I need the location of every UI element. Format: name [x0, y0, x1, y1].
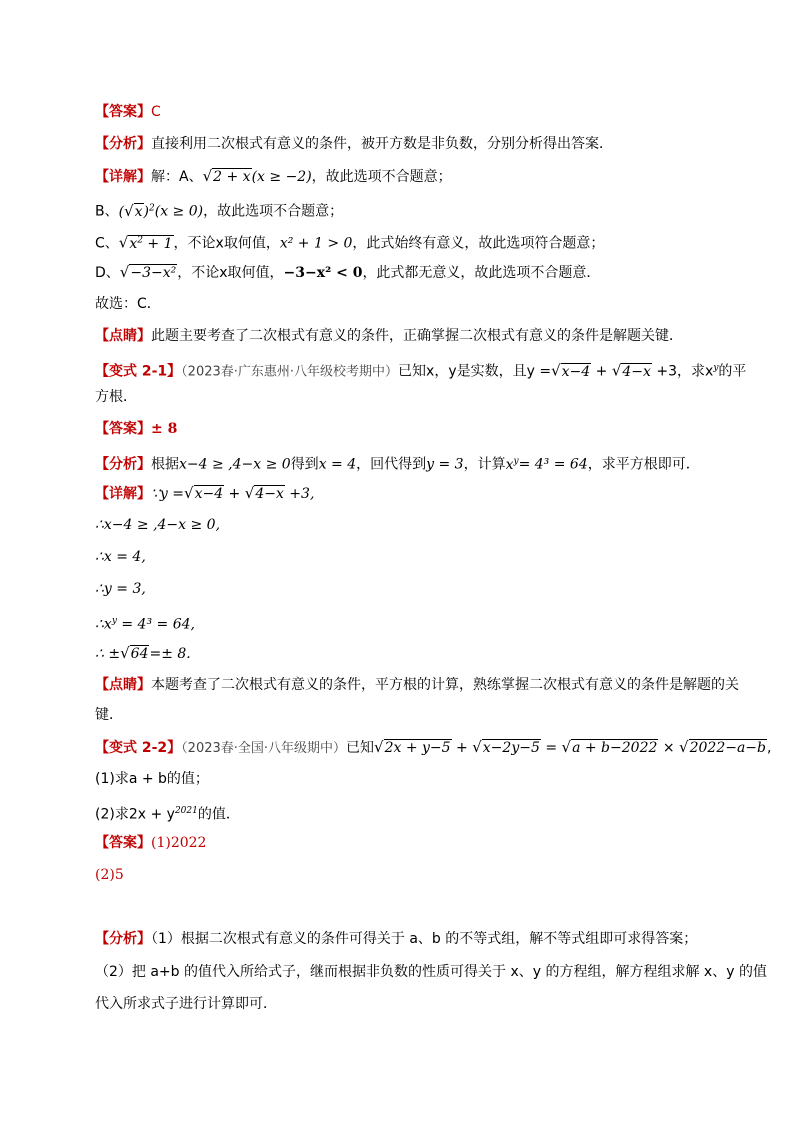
analysis-tag: 【分析】: [95, 136, 151, 152]
radicand-2: x−2y−5: [482, 740, 540, 756]
radicand-2: 4−x: [622, 363, 651, 380]
radicand-1: x−4: [561, 363, 591, 380]
v21-detail-3: ∴x = 4,: [95, 549, 146, 565]
answer-tag: 【答案】: [95, 835, 151, 851]
expr-c: x² + 1 > 0: [279, 235, 353, 252]
v22-question-2: [95, 802, 240, 824]
variant-2-1-stem-cont: [95, 388, 137, 406]
analysis-part: 根据: [151, 456, 179, 473]
radicand-64: 64: [130, 646, 149, 662]
radicand-4: 2022−a−b: [689, 740, 766, 756]
v22-analysis-2: （2）把 a+b 的值代入所给式子，继而根据非负数的性质可得关于 x、y 的方程组，解方程组求解 x、y 的值: [95, 964, 767, 980]
comment-line: [95, 327, 683, 345]
answer-tag: 【答案】: [95, 104, 151, 120]
detail-intro: 解：A、: [151, 169, 203, 185]
radicand-1: 2x + y−5: [384, 740, 451, 756]
question-2-exp: 2021: [174, 806, 198, 816]
analysis-calc: = 4³ = 64: [518, 456, 588, 473]
comment-continuation: 键．: [95, 707, 123, 723]
exp-y: y: [713, 363, 719, 373]
analysis-y: y = 3: [426, 456, 464, 473]
v21-detail-2: ∴x−4 ≥ ,4−x ≥ 0,: [95, 517, 221, 533]
variant-2-2-stem: 【变式 2-2】（2023春·全国·八年级期中）已知√2x + y−5 + √x−2y−5 = √a + b−2022 × √2022−a−b,: [95, 738, 772, 756]
sqrt-icon: √: [551, 361, 561, 380]
answer-value: C: [151, 104, 161, 120]
analysis-part: 得到: [290, 456, 319, 473]
v22-question-1: (1)求a + b的值；: [95, 771, 209, 787]
v21-detail-4: ∴y = 3,: [95, 581, 146, 597]
question-2-post: 的值．: [197, 806, 240, 823]
plus-sign: +: [591, 363, 612, 380]
stem-tail: +3，求x: [651, 363, 714, 380]
sqrt-icon: √: [118, 233, 129, 252]
sqrt-icon: √: [119, 263, 130, 281]
analysis-text: 直接利用二次根式有意义的条件，被开方数是非负数，分别分析得出答案．: [151, 136, 613, 152]
sqrt-icon: √: [561, 738, 572, 756]
option-b-tail: ，故此选项不合题意；: [203, 203, 344, 220]
variant-2-2-source: （2023春·全国·八年级期中）: [181, 741, 347, 756]
detail-line-a: [95, 167, 452, 186]
question-2-pre: (2)求2x + y: [95, 806, 175, 823]
variant-2-1-source: （2023春·广东惠州·八年级校考期中）: [181, 364, 399, 380]
stem-prefix: 已知: [346, 740, 375, 756]
analysis-condition: x−4 ≥ ,4−x ≥ 0: [179, 456, 291, 473]
answer-value: ± 8: [151, 421, 178, 437]
v22-analysis-line: [95, 930, 697, 948]
sqrt-icon: √: [472, 738, 482, 756]
comment-text: 此题主要考查了二次根式有意义的条件，正确掌握二次根式有意义的条件是解题关键．: [151, 328, 683, 344]
sqrt-icon: √: [374, 738, 384, 756]
condition-b: (x ≥ 0): [154, 203, 204, 220]
option-a-tail: ，故此选项不合题意；: [311, 169, 452, 185]
v21-detail-1: 【详解】∵y =√x−4 + √4−x +3,: [95, 484, 315, 502]
stem-continuation: 方根．: [95, 389, 137, 405]
radicand-2: 4−x: [255, 486, 284, 502]
detail-pm: ∴ ±: [95, 646, 121, 662]
v21-comment-line: [95, 676, 739, 694]
sqrt-icon: √: [611, 361, 622, 380]
analysis-x: x = 4: [318, 456, 357, 473]
variant-2-1-tag: 【变式 2-1】: [95, 363, 182, 380]
comment-text: 本题考查了二次根式有意义的条件，平方根的计算，熟练掌握二次根式有意义的条件是解题的关: [151, 677, 739, 693]
radicand-3: a + b−2022: [572, 740, 658, 756]
comment-tag: 【点睛】: [95, 677, 151, 693]
analysis-line: [95, 135, 613, 153]
condition-a: (x ≥ −2): [251, 169, 312, 185]
option-c-prefix: C、: [95, 235, 119, 252]
detail-line-c: [95, 231, 604, 253]
answer-tag: 【答案】: [95, 421, 151, 437]
v21-comment-cont: [95, 706, 123, 724]
v22-answer-line: [95, 834, 206, 852]
answer-line: [95, 103, 161, 121]
radicand-a: 2 + x: [213, 169, 251, 185]
v21-detail-5: $\therefore x^y = 4^3 = 64$,: [95, 616, 195, 633]
radicand-1: x−4: [194, 486, 224, 502]
option-d-prefix: D、: [95, 265, 120, 281]
option-c-mid: ，不论x取何值，: [173, 235, 280, 252]
option-d-mid: ，不论x取何值，: [177, 265, 284, 281]
stem-end: 的平: [718, 363, 747, 380]
radicand-d: −3−x²: [130, 265, 177, 281]
detail-result: =± 8.: [149, 646, 191, 662]
answer-value-1: (1)2022: [151, 835, 207, 851]
v21-analysis-line: [95, 452, 700, 474]
analysis-part: ，计算: [463, 456, 506, 473]
detail-eq-lhs: ∵y =: [151, 486, 184, 502]
v22-analysis-3: 代入所求式子进行计算即可．: [95, 996, 277, 1012]
sqrt-icon: √: [244, 484, 255, 502]
detail-line-b: [95, 199, 343, 221]
analysis-text-1: （1）根据二次根式有意义的条件可得关于 a、b 的不等式组，解不等式组即可求得答案；: [151, 931, 698, 947]
detail-tag: 【详解】: [95, 486, 151, 502]
v22-answer-2: (2)5: [95, 867, 124, 883]
variant-2-1-stem-text: 已知x，y是实数，且y =: [398, 363, 552, 380]
comment-tag: 【点睛】: [95, 328, 151, 344]
option-b-prefix: B、: [95, 203, 119, 220]
expr-b: $(√x)^2$: [118, 201, 155, 220]
detail-line-d: [95, 263, 600, 282]
sqrt-icon: √: [202, 167, 213, 185]
analysis-tag: 【分析】: [95, 456, 151, 473]
analysis-part: ，回代得到: [356, 456, 427, 473]
v21-answer-line: [95, 420, 177, 438]
option-c-tail: ，此式始终有意义，故此选项符合题意；: [352, 235, 605, 252]
expr-d: −3−x² < 0: [283, 265, 363, 281]
analysis-power: $x^y$: [505, 456, 519, 473]
sqrt-icon: √: [184, 484, 194, 502]
variant-2-2-tag: 【变式 2-2】: [95, 740, 182, 756]
radicand-c: $x^2 + 1$: [129, 235, 173, 252]
option-d-tail: ，此式都无意义，故此选项不合题意．: [362, 265, 601, 281]
variant-2-1-stem: [95, 359, 746, 382]
analysis-tag: 【分析】: [95, 931, 151, 947]
choose-line: [95, 295, 161, 313]
sqrt-icon: √: [120, 644, 130, 662]
detail-tag: 【详解】: [95, 169, 151, 185]
detail-calc: = 4³ = 64,: [121, 616, 195, 633]
analysis-part: ，求平方根即可．: [587, 456, 700, 473]
sqrt-icon: √: [679, 738, 689, 756]
choose-text: 故选：C．: [95, 296, 161, 312]
v21-detail-6: [95, 644, 191, 663]
